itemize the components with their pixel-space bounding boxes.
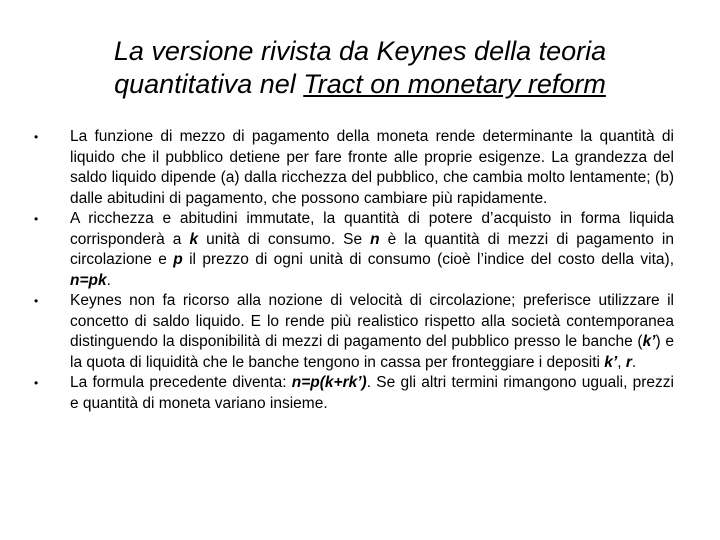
bullet-symbol-term: k	[189, 230, 199, 248]
bullet-dot-icon: •	[34, 376, 39, 390]
slide-title-line1: La versione rivista da Keynes della teoria	[113, 36, 607, 66]
bullet-text: A ricchezza e abitudini immutate, la quantità di potere d’acquisto in forma liquida corrisponderà a	[70, 210, 674, 248]
bullet-symbol-term: k’	[642, 333, 656, 350]
bullet-text: .	[631, 353, 637, 371]
bullet-dot-icon: •	[34, 294, 39, 308]
bullet-symbol-term: n=p(k+rk’)	[291, 374, 367, 391]
bullet-text: ) e la quota di liquidità che le banche tengono in cassa per fronteggiare i depositi	[70, 333, 674, 371]
bullet-text: .	[106, 271, 111, 289]
bullet-symbol-term: n	[370, 230, 380, 248]
slide-title-line2-prefix: quantitativa nel	[114, 69, 304, 99]
bullet-symbol-term: n=pk	[70, 271, 107, 289]
bullet-list	[34, 127, 674, 414]
bullet-text: La formula precedente diventa:	[70, 374, 292, 391]
slide-title-book-name: Tract on monetary reform	[303, 69, 606, 99]
bullet-text: il prezzo di ogni unità di consumo (cioè l’indice del costo della vita),	[182, 251, 675, 268]
bullet-item	[34, 373, 674, 414]
bullet-text: ,	[617, 353, 626, 371]
bullet-dot-icon: •	[34, 130, 39, 144]
bullet-text: Keynes non fa ricorso alla nozione di velocità di circolazione; preferisce utilizzare il concetto di saldo liquido. E lo rende più realistico rispetto alla società contemporanea distinguendo la disponibilità di mezzi di pagamento del pubblico presso le banche (	[70, 292, 674, 350]
bullet-text: La funzione di mezzo di pagamento della moneta rende determinante la quantità di liquido che il pubblico detiene per fare fronte alle proprie esigenze. La grandezza del saldo liquido dipende (a) dalla ricchezza del pubblico, che cambia molto lentamente; (b) dalle abitudini di pagamento, che possono cambiare più rapidamente.	[70, 128, 674, 207]
bullet-text: . Se gli altri termini rimangono uguali, prezzi e quantità di moneta variano insieme.	[70, 374, 674, 412]
bullet-symbol-term: r	[625, 353, 632, 371]
bullet-dot-icon: •	[34, 212, 39, 226]
bullet-symbol-term: k’	[604, 353, 618, 371]
bullet-item	[34, 291, 674, 373]
bullet-item	[34, 127, 674, 209]
slide-title-line2	[40, 68, 680, 101]
slide-title	[40, 35, 680, 101]
bullet-symbol-term: p	[173, 251, 183, 268]
bullet-item	[34, 209, 674, 291]
bullet-text: unità di consumo. Se	[198, 230, 371, 248]
bullet-text: è la quantità di mezzi di pagamento in circolazione e	[70, 230, 674, 268]
